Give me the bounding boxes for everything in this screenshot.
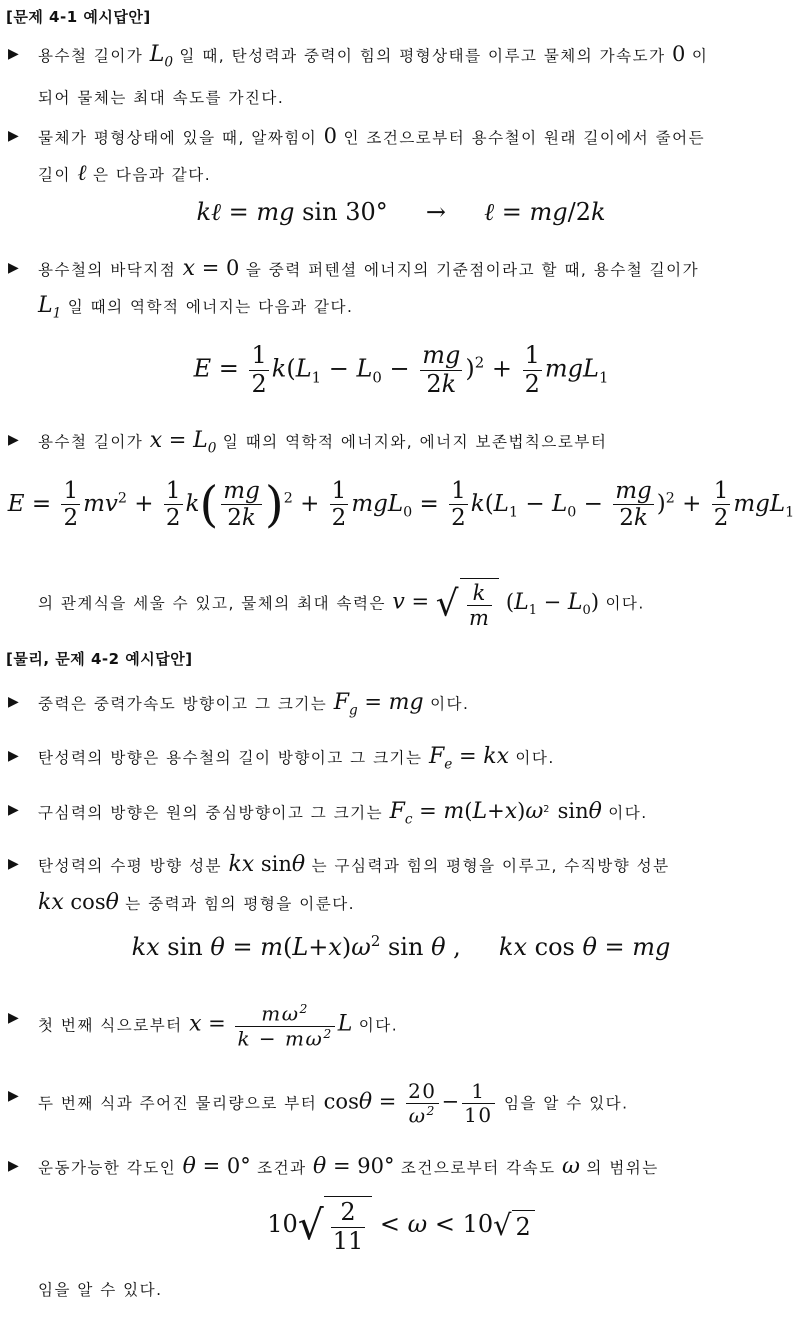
- bullet-item: ▶ 두 번째 식과 주어진 물리량으로 부터 cosθ = $\frac{20}{\omega^2}$ − $\frac{1}{10}$ 임을 알 수 있다.: [8, 1079, 629, 1128]
- bullet-item: ▶ 중력은 중력가속도 방향이고 그 크기는 $F_g$ = mg 이다.: [8, 684, 794, 728]
- section-title-4-1: [문제 4-1 예시답안]: [6, 8, 151, 26]
- bullet-item: ▶ 탄성력의 방향은 용수철의 길이 방향이고 그 크기는 $F_e$ = kx 이다.: [8, 738, 794, 782]
- bullet-item: ▶ 용수철 길이가 $L_0$ 일 때, 탄성력과 중력이 힘의 평형상태를 이루고 물체의 가속도가 0 이 되어 물체는 최대 속도를 가진다.: [8, 36, 794, 116]
- bullet-arrow-icon: ▶: [8, 802, 21, 818]
- bullet-item: ▶ 탄성력의 수평 방향 성분 kx sinθ 는 구심력과 힘의 평형을 이루고, 수직방향 성분 kx cosθ 는 중력과 힘의 평형을 이룬다.: [8, 846, 794, 922]
- bullet-arrow-icon: ▶: [8, 856, 21, 872]
- bullet-arrow-icon: ▶: [8, 694, 21, 710]
- bullet-arrow-icon: ▶: [8, 1010, 21, 1026]
- bullet-item: ▶ 용수철의 바닥지점 x = 0 을 중력 퍼텐셜 에너지의 기준점이라고 할 때, 용수철 길이가 $L_1$ 일 때의 역학적 에너지는 다음과 같다.: [8, 250, 794, 331]
- equation-mechanical-energy-L1: E = $\frac{1}{2}$ $k(L_1 - L_0$ − $\frac{mg}{2k}$ )$^2$ + $\frac{1}{2}$ mgL$_1$: [193, 341, 609, 398]
- bullet-arrow-icon: ▶: [8, 432, 21, 448]
- equation-force-balance: kx $\sin \theta = m(L+x)\omega^2$ sin θ , kx cos θ = mg: [131, 932, 671, 961]
- bullet-arrow-icon: ▶: [8, 1158, 21, 1174]
- bullet-arrow-icon: ▶: [8, 46, 21, 62]
- bullet-item: ▶ 첫 번째 식으로부터 x = $\frac{m\omega^2}{k - m\omega^2}$ L 이다.: [8, 1001, 399, 1051]
- closing-statement: 임을 알 수 있다.: [38, 1281, 163, 1299]
- bullet-item: ▶ 물체가 평형상태에 있을 때, 알짜힘이 0 인 조건으로부터 용수철이 원래 길이에서 줄어든 길이 ℓ 은 다음과 같다.: [8, 118, 794, 193]
- bullet-item: ▶ 구심력의 방향은 원의 중심방향이고 그 크기는 $F_c = m(L+x)\omega^2$ sinθ 이다.: [8, 792, 794, 838]
- bullet-arrow-icon: ▶: [8, 128, 21, 144]
- equation-energy-conservation: E = $\frac{1}{2}$ $mv^2$ + $\frac{1}{2}$ k( $\frac{mg}{2k}$ )$^2$ + $\frac{1}{2}$ mgL$_0$ = $\frac{1}{2}$ $k(L_1 - L_0$ − $\frac{mg}{2k}$ )$^2$ + $\frac{1}{2}$ mgL$_1$: [7, 476, 795, 533]
- equation-omega-range: 10√ $\frac{2}{11}$ < ω < 10√ 2: [0, 1196, 802, 1255]
- bullet-arrow-icon: ▶: [8, 1088, 21, 1104]
- section-title-4-2: [물리, 문제 4-2 예시답안]: [6, 650, 193, 668]
- bullet-item: ▶ 용수철 길이가 $x = L_0$ 일 때의 역학적 에너지와, 에너지 보존법칙으로부터: [8, 422, 794, 466]
- bullet-item: ▶ 운동가능한 각도인 θ = 0° 조건과 θ = 90° 조건으로부터 각속도 ω 의 범위는: [8, 1148, 794, 1186]
- bullet-arrow-icon: ▶: [8, 260, 21, 276]
- bullet-arrow-icon: ▶: [8, 748, 21, 764]
- equation-spring-compression: kℓ = mg sin 30° → ℓ = mg/2k: [196, 198, 606, 226]
- max-speed-statement: 의 관계식을 세울 수 있고, 물체의 최대 속력은 v = √ $\frac{k}{m}$ $(L_1 - L_0)$ 이다.: [38, 578, 645, 630]
